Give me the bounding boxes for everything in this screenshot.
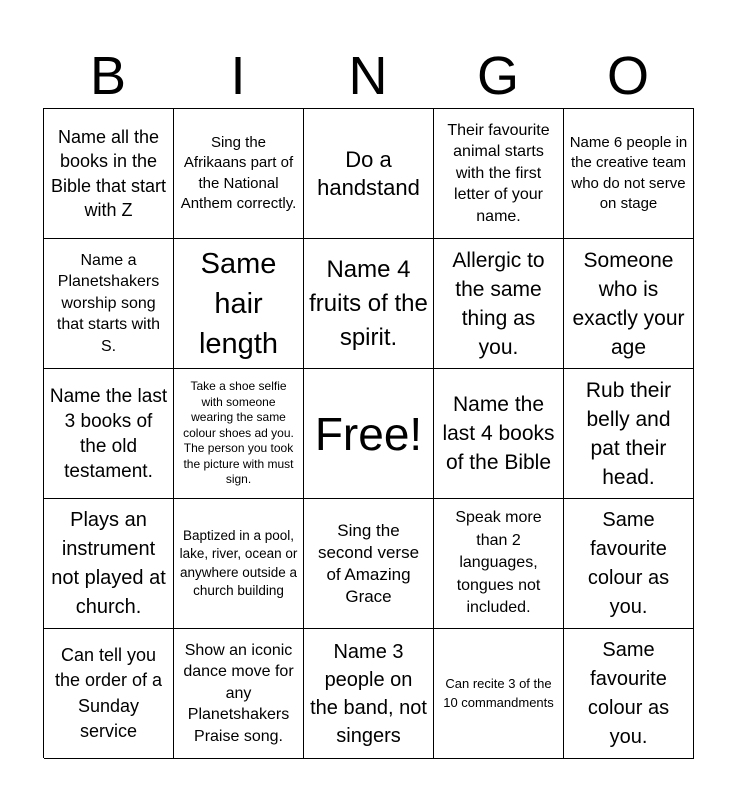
header-letter-i: I — [230, 46, 246, 106]
cell-text: Name a Planetshakers worship song that starts with S. — [56, 251, 161, 355]
bingo-cell-r1-c5[interactable] — [564, 109, 694, 239]
cell-text: Their favourite animal starts with the first letter of your name. — [447, 121, 550, 225]
cell-text: Name the last 4 books of the Bible — [442, 393, 555, 474]
cell-text: Name 3 people on the band, not singers — [310, 640, 427, 747]
bingo-cell-r2-c3[interactable] — [304, 239, 434, 369]
bingo-cell-r2-c1[interactable] — [44, 239, 174, 369]
bingo-cell-r1-c3[interactable] — [304, 109, 434, 239]
bingo-cell-r3-c4[interactable] — [434, 369, 564, 499]
cell-text: Name the last 3 books of the old testament. — [49, 385, 168, 482]
cell-text: Same favourite colour as you. — [587, 508, 670, 618]
cell-text: Speak more than 2 languages, tongues not included. — [455, 509, 542, 617]
bingo-cell-r3-c2[interactable] — [174, 369, 304, 499]
bingo-cell-r1-c2[interactable] — [174, 109, 304, 239]
cell-text: Name 6 people in the creative team who do not serve on stage — [569, 133, 688, 212]
bingo-cell-r2-c4[interactable] — [434, 239, 564, 369]
cell-text: Same hair length — [198, 247, 278, 360]
cell-text: Rub their belly and pat their head. — [585, 378, 672, 489]
cell-text: Someone who is exactly your age — [572, 248, 685, 359]
bingo-header — [43, 44, 693, 108]
bingo-cell-r4-c1[interactable] — [44, 499, 174, 629]
cell-text: Take a shoe selfie with someone wearing the same colour shoes ad you. The person you took the picture with must sign. — [183, 379, 294, 487]
bingo-cell-r4-c3[interactable] — [304, 499, 434, 629]
bingo-cell-r1-c4[interactable] — [434, 109, 564, 239]
bingo-cell-r5-c2[interactable] — [174, 629, 304, 759]
bingo-cell-r2-c2[interactable] — [174, 239, 304, 369]
bingo-cell-r3-c5[interactable] — [564, 369, 694, 499]
cell-text: Sing the Afrikaans part of the National Anthem correctly. — [180, 133, 297, 212]
header-letter-b: B — [89, 46, 127, 106]
cell-text: Can recite 3 of the 10 commandments — [443, 676, 554, 710]
bingo-cell-r3-c1[interactable] — [44, 369, 174, 499]
header-letter-g: G — [476, 46, 519, 106]
cell-text: Allergic to the same thing as you. — [452, 248, 545, 359]
cell-text: Free! — [314, 407, 423, 460]
cell-text: Plays an instrument not played at church. — [51, 508, 166, 618]
cell-text: Sing the second verse of Amazing Grace — [317, 520, 420, 606]
cell-text: Name 4 fruits of the spirit. — [309, 255, 428, 351]
bingo-board — [43, 108, 694, 758]
cell-text: Can tell you the order of a Sunday service — [54, 644, 163, 741]
cell-text: Baptized in a pool, lake, river, ocean or anywhere outside a church building — [179, 527, 298, 598]
header-letter-o: O — [606, 46, 649, 106]
cell-text: Same favourite colour as you. — [587, 638, 670, 748]
cell-text: Do a handstand — [317, 146, 420, 200]
bingo-cell-r2-c5[interactable] — [564, 239, 694, 369]
bingo-cell-r4-c5[interactable] — [564, 499, 694, 629]
bingo-cell-r1-c1[interactable] — [44, 109, 174, 239]
bingo-cell-r4-c4[interactable] — [434, 499, 564, 629]
cell-text: Show an iconic dance move for any Planetshakers Praise song. — [183, 641, 294, 745]
bingo-cell-r5-c5[interactable] — [564, 629, 694, 759]
header-letter-n: N — [348, 46, 388, 106]
bingo-cell-r3-c3[interactable] — [304, 369, 434, 499]
bingo-cell-r5-c3[interactable] — [304, 629, 434, 759]
bingo-cell-r5-c4[interactable] — [434, 629, 564, 759]
cell-text: Name all the books in the Bible that start with Z — [50, 126, 167, 220]
bingo-cell-r5-c1[interactable] — [44, 629, 174, 759]
bingo-cell-r4-c2[interactable] — [174, 499, 304, 629]
